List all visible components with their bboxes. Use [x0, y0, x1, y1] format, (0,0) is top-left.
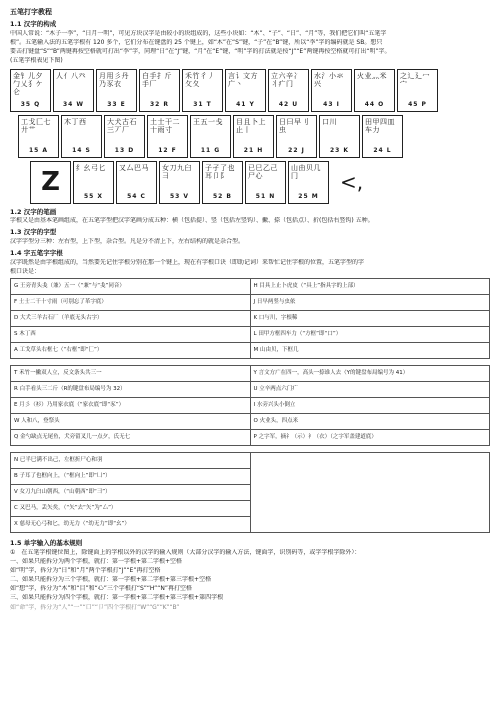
chart-caption: (五笔字根表见下图)	[10, 57, 63, 65]
table-row: S 木丁西 L 田甲方框四车力（“方框”即“口”）	[11, 327, 490, 343]
table-row: D 大犬三羊古石厂（羊底无头古字） K 口与川，字根稀	[11, 311, 490, 327]
key-k: 口川 23 K	[319, 115, 360, 158]
key-w: 人亻八癶 34 W	[53, 69, 94, 112]
rule-2-example: 如“想”字，拆分为“木”和“目”和“心”三个字根打“S”“H”“N”再打空格	[10, 585, 192, 593]
key-y: 言讠文方广丶 41 Y	[225, 69, 266, 112]
key-r: 白手扌斤手厂 32 R	[139, 69, 180, 112]
table-row: B 子耳了也框向上，（“框向上”即“凵”）	[11, 469, 490, 485]
table-row: F 土士二干十寸雨（可别忘了革字底） J 日早两竖与虫依	[11, 295, 490, 311]
key-d: 大犬古石三丆厂 13 D	[104, 115, 145, 158]
mnemonic-table-1	[10, 278, 490, 359]
table-row: E 月彡（衫）乃用家衣底（“家衣底”即“豕”） I 水旁兴头小倒立	[11, 398, 490, 414]
key-o: 火业灬米 44 O	[354, 69, 395, 112]
shape-text: 汉字字型分三种：左右型，上下型，杂合型。凡是分不清上下，左右结构的就是杂合型。	[10, 238, 245, 246]
strokes-text: 字根又是由基本笔画组成，在五笔字型把汉字笔画分成五种：横（包括提）、竖（包括左竖钩）、撇、捺（包括点）、折(包括右竖钩) 五种。	[10, 217, 374, 225]
table-row: A 工戈草头右框七（“右框”即“匚”） M 山由贝，下框几	[11, 343, 490, 359]
key-u: 立六辛冫丬疒门 42 U	[268, 69, 309, 112]
table-row: V 女刀九臼山朝西，（“山朝西”即“彐”）	[11, 485, 490, 501]
mnemonic-table-3	[10, 452, 490, 533]
key-q: 金钅儿夕勹乂犭ケ仑 35 Q	[10, 69, 51, 112]
key-comma-arrow: <,	[331, 161, 372, 204]
key-g: 王五一戋 11 G	[190, 115, 231, 158]
section-1-5-heading: 1.5 单字输入的基本规则	[10, 539, 83, 548]
key-a: 工戈匚七廾艹 15 A	[18, 115, 59, 158]
table-row: W 人和八，登祭头 O 火业头，四点米	[11, 414, 490, 430]
table-row: Q 金勺缺点无尾鱼，犬旁留叉儿一点夕，氏无七 P 之字军，摘礻（示）衤（衣）（之字军盖建道底）	[11, 430, 490, 446]
mnemonic-line-1: 汉字既然是由字根组成的，当然要先记住字根分别在那一个键上，现在有字根口诀（即助记词）来帮忙记住字根的位置，五笔字型的字	[10, 259, 365, 267]
rule-2: 二、如果只能拆分为三个字根，就打：第一字根+第二字根+第三字根+空格	[10, 576, 212, 584]
keyboard-row-middle	[18, 115, 490, 158]
mnemonic-line-2: 根口诀是：	[10, 268, 41, 276]
table-row: C 又巴马，丢矢矣，（“矢”去“矢”为“厶”）	[11, 501, 490, 517]
intro-line-2: 根”。五笔输入法的五笔字根有 120 多个，它们分布在键盘的 25 个键上，如“木”在“S”键，“子”在“B”键，所以“李”字的编码就是 SB。想只	[10, 39, 383, 47]
key-f: 土士干二十雨寸 12 F	[147, 115, 188, 158]
intro-line-3: 要击打键盘“S”“B”两键再按空格就可打出“李”字，同理“日”在“J”键，“月”在“E”键，“明”字的打法就是按“J”“E”两键再按空格就可打出“明”字。	[10, 48, 391, 56]
table-row: R 白手看头三二斤（R的键盘布局编号为 32） U 立辛两点六门疒	[11, 382, 490, 398]
table-row: T 禾竹一撇双人立，反文条头共三一 Y 言文方广在四一，高头一捺谁人去（Y的键盘布局编号为 41）	[11, 366, 490, 382]
rule-3: 三、如果只能拆分为四个字根，就打：第一字根+第二字根+第三字根+第四字根	[10, 594, 224, 602]
section-1-4-heading: 1.4 字五笔字字根	[10, 249, 63, 258]
key-i: 水氵小氺兴 43 I	[311, 69, 352, 112]
empty-cell	[250, 453, 490, 533]
key-z: Z	[30, 161, 71, 204]
key-v: 女刀九臼彐 53 V	[159, 161, 200, 204]
table-row: X 慈母无心弓和匕，幼无力（“幼无力”即“幺”）	[11, 517, 490, 533]
key-x: 纟幺弓匕 55 X	[73, 161, 114, 204]
key-j: 日曰早刂虫 22 J	[276, 115, 317, 158]
rule-1: 一、如果只能拆分为两个字根，就打：第一字根+第二字根+空格	[10, 558, 183, 566]
key-h: 目且卜上止丨 21 H	[233, 115, 274, 158]
doc-title: 五笔打字教程	[10, 8, 52, 16]
rule-intro: ① 在五笔字根键位图上，除键面上的字根以外的汉字的输入规则（大部分汉字的输入方法，键面字，识别码等，或字字根字除外）：	[10, 549, 361, 557]
rule-3-example: 如“命”字，拆分为“人”“一”“口”“卩”四个字根打“W”“G”“K”“B”	[10, 603, 180, 611]
document-page	[10, 0, 490, 612]
key-s: 木丁西 14 S	[61, 115, 102, 158]
key-t: 禾竹彳丿攵夂 31 T	[182, 69, 223, 112]
key-n: 已巳乙己尸心 51 N	[245, 161, 286, 204]
intro-line-1: 中国人常说：“木子一李”，“日月一明”，可见方块汉字是由较小的块组成的，这些小块如：“木”、“子”、“日”、“月”等，我们把它们叫“五笔字	[10, 30, 387, 38]
key-p: 之辶廴冖宀 45 P	[397, 69, 438, 112]
key-c: 又厶巴马 54 C	[116, 161, 157, 204]
key-b: 子孑了也耳卩阝 52 B	[202, 161, 243, 204]
keyboard-row-top	[10, 69, 490, 112]
table-row: G 王旁青头戋（兼）五一（“兼”与“戋”同音） H 目具上止卜虎皮（“具上”指具字的上部）	[11, 279, 490, 295]
key-l: 田甲四皿车力 24 L	[362, 115, 403, 158]
section-1-2-heading: 1.2 汉字的笔画	[10, 207, 57, 216]
wubi-keyboard-chart	[10, 69, 490, 204]
table-row: N 已半巳满不出己，左框折尸心和羽	[11, 453, 490, 469]
section-1-1-heading: 1.1 汉字的构成	[10, 20, 57, 29]
key-m: 山由贝几冂 25 M	[288, 161, 329, 204]
keyboard-row-bottom	[30, 161, 490, 204]
section-1-3-heading: 1.3 汉字的字型	[10, 228, 57, 237]
rule-1-example: 如“明”字，拆分为“日”和“月”两个字根打“J”“E”再打空格	[10, 567, 161, 575]
mnemonic-table-2	[10, 365, 490, 446]
key-e: 月用彡丹乃豕衣 33 E	[96, 69, 137, 112]
